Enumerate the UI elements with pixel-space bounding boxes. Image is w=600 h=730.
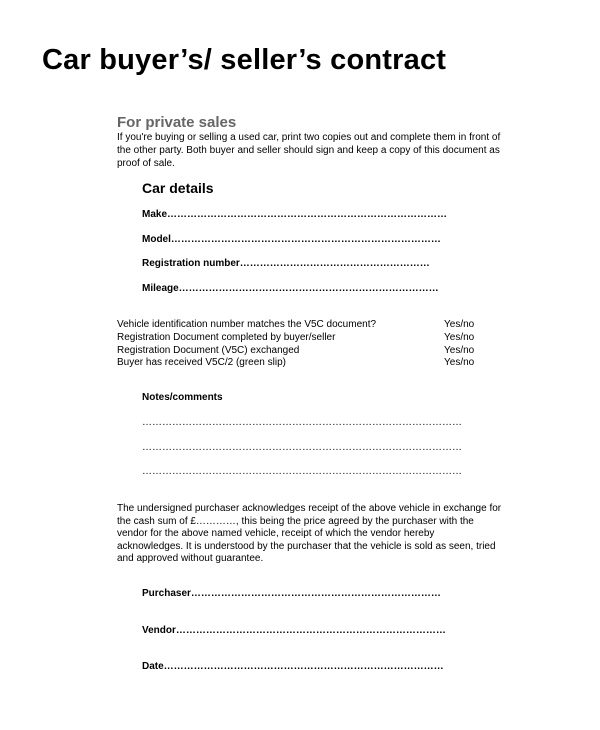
check-question: Buyer has received V5C/2 (green slip) bbox=[117, 357, 286, 368]
check-answer: Yes/no bbox=[444, 332, 475, 343]
check-question: Registration Document completed by buyer/seller bbox=[117, 332, 336, 343]
intro-paragraph: If you're buying or selling a used car, print two copies out and complete them in front of the other party. Both buyer and seller should sign and keep a copy of this document as proof of sale. bbox=[117, 132, 501, 169]
make-field: Make………………………………………………………………………… bbox=[142, 209, 448, 220]
model-field: Model……………………………………………………………………… bbox=[142, 234, 441, 245]
document-title: Car buyer’s/ seller’s contract bbox=[42, 44, 447, 76]
check-answer: Yes/no bbox=[444, 345, 475, 356]
date-field: Date………………………………………………………………………… bbox=[142, 661, 444, 672]
check-row bbox=[117, 357, 477, 370]
check-row bbox=[117, 319, 477, 332]
acknowledgement-paragraph: The undersigned purchaser acknowledges receipt of the above vehicle in exchange for the cash sum of £…………, this being the price agreed by the purchaser with the vendor for the above named vehicle, receipt of which the vendor hereby acknowledges. It is understood by the purchaser that the vehicle is sold as seen, tried and approved without guarantee. bbox=[117, 503, 502, 564]
notes-line: …………………………………………………………………………………… bbox=[142, 442, 462, 453]
notes-line: …………………………………………………………………………………… bbox=[142, 417, 462, 428]
vendor-signature-field: Vendor……………………………………………………………………… bbox=[142, 625, 446, 636]
check-answer: Yes/no bbox=[444, 357, 475, 368]
notes-label: Notes/comments bbox=[142, 392, 223, 403]
check-row bbox=[117, 332, 477, 345]
registration-number-field: Registration number………………………………………………… bbox=[142, 258, 430, 269]
document-subtitle: For private sales bbox=[117, 114, 237, 131]
mileage-field: Mileage…………………………………………………………………… bbox=[142, 283, 439, 294]
purchaser-signature-field: Purchaser………………………………………………………………… bbox=[142, 588, 441, 599]
check-question: Vehicle identification number matches the V5C document? bbox=[117, 319, 377, 330]
check-answer: Yes/no bbox=[444, 319, 475, 330]
notes-line: …………………………………………………………………………………… bbox=[142, 466, 462, 477]
check-question: Registration Document (V5C) exchanged bbox=[117, 345, 300, 356]
car-details-heading: Car details bbox=[142, 180, 214, 196]
